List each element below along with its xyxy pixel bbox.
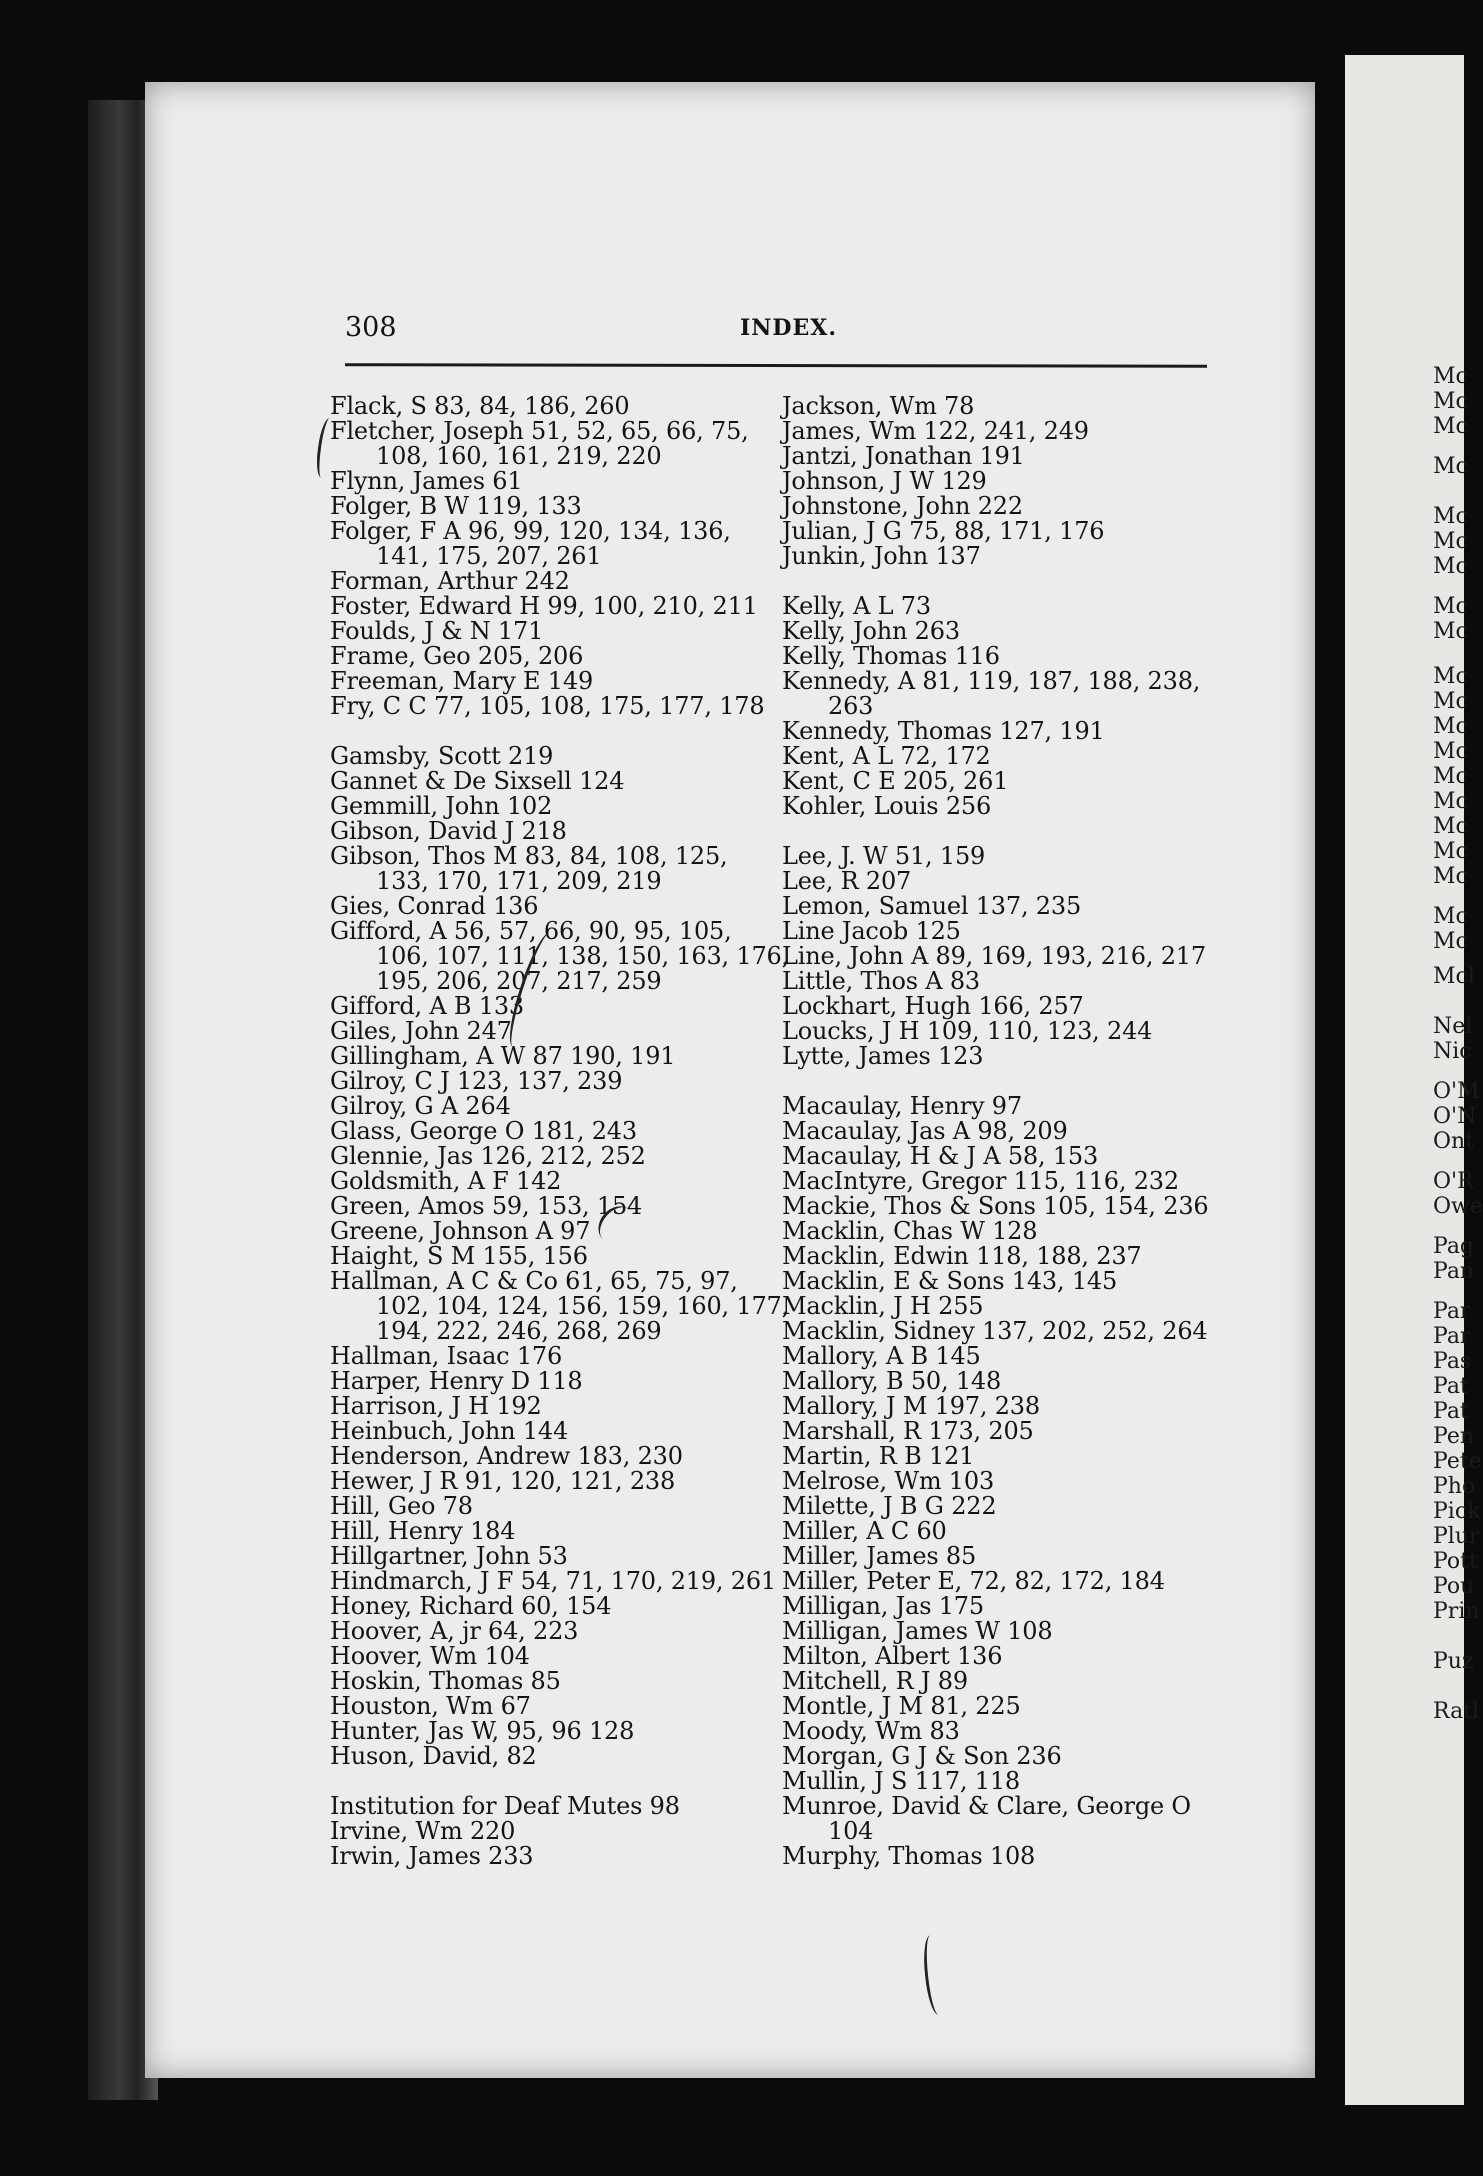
index-entry: Folger, F A 96, 99, 120, 134, 136,: [330, 517, 731, 545]
index-entry: Frame, Geo 205, 206: [330, 642, 584, 670]
section-gap: [782, 819, 1222, 844]
facing-page-fragment: Par: [1433, 1299, 1471, 1324]
facing-page-fragment: Mc: [1433, 814, 1468, 839]
index-entry-continuation: 102, 104, 124, 156, 159, 160, 177,: [376, 1292, 790, 1320]
index-entry: Hoover, Wm 104: [330, 1642, 530, 1670]
facing-page-fragment: Mc: [1433, 664, 1468, 689]
index-entry: Irwin, James 233: [330, 1842, 534, 1870]
index-entry: Lockhart, Hugh 166, 257: [782, 992, 1084, 1020]
index-entry: Hill, Henry 184: [330, 1517, 516, 1545]
index-entry: Gifford, A 56, 57, 66, 90, 95, 105,: [330, 917, 732, 945]
facing-page-fragment: Pho: [1433, 1474, 1476, 1499]
facing-page-fragment: Mc: [1433, 714, 1468, 739]
index-entry: Melrose, Wm 103: [782, 1467, 995, 1495]
index-entry: Macklin, E & Sons 143, 145: [782, 1267, 1118, 1295]
index-entry: Mallory, B 50, 148: [782, 1367, 1002, 1395]
page-header: [345, 312, 1205, 352]
index-entry: Miller, James 85: [782, 1542, 977, 1570]
index-entry: Milton, Albert 136: [782, 1642, 1003, 1670]
index-entry: Hunter, Jas W, 95, 96 128: [330, 1717, 635, 1745]
index-entry: Gies, Conrad 136: [330, 892, 539, 920]
index-entry: Lee, J. W 51, 159: [782, 842, 986, 870]
index-entry: Milette, J B G 222: [782, 1492, 997, 1520]
index-entry: Kennedy, A 81, 119, 187, 188, 238,: [782, 667, 1201, 695]
index-entry: Fletcher, Joseph 51, 52, 65, 66, 75,: [330, 417, 749, 445]
index-entry: Mallory, J M 197, 238: [782, 1392, 1040, 1420]
facing-page-fragment: Pag: [1433, 1234, 1475, 1259]
index-entry: Miller, Peter E, 72, 82, 172, 184: [782, 1567, 1165, 1595]
facing-page-fragment: Mc: [1433, 554, 1468, 579]
index-entry-continuation: 133, 170, 171, 209, 219: [376, 867, 662, 895]
index-entry: Lemon, Samuel 137, 235: [782, 892, 1082, 920]
index-entry: Murphy, Thomas 108: [782, 1842, 1036, 1870]
index-entry: Macklin, Chas W 128: [782, 1217, 1038, 1245]
index-entry: Hoover, A, jr 64, 223: [330, 1617, 579, 1645]
facing-page-fragment: Mc: [1433, 619, 1468, 644]
index-column-left: [330, 394, 790, 1869]
index-entry: Kent, A L 72, 172: [782, 742, 991, 770]
index-entry-continuation: 263: [828, 692, 874, 720]
facing-page-fragment: Owe: [1433, 1194, 1483, 1219]
index-entry: Line, John A 89, 169, 193, 216, 217: [782, 942, 1206, 970]
index-entry: Julian, J G 75, 88, 171, 176: [782, 517, 1105, 545]
page-number: 308: [345, 312, 397, 343]
facing-page-fragment: O'N: [1433, 1104, 1477, 1129]
index-entry-continuation: 194, 222, 246, 268, 269: [376, 1317, 662, 1345]
facing-page-fragment: Mc: [1433, 764, 1468, 789]
index-entry: Milligan, James W 108: [782, 1617, 1053, 1645]
index-entry: Kelly, A L 73: [782, 592, 931, 620]
index-entry: Macklin, Sidney 137, 202, 252, 264: [782, 1317, 1208, 1345]
index-entry: Milligan, Jas 175: [782, 1592, 984, 1620]
index-entry: Macklin, J H 255: [782, 1292, 984, 1320]
index-entry: Greene, Johnson A 97: [330, 1217, 591, 1245]
facing-page-edge: [1345, 55, 1483, 2105]
index-entry: Mullin, J S 117, 118: [782, 1767, 1020, 1795]
index-entry: Macklin, Edwin 118, 188, 237: [782, 1242, 1142, 1270]
index-entry: Mallory, A B 145: [782, 1342, 981, 1370]
facing-page-fragment: O'M: [1433, 1079, 1480, 1104]
index-entry: Houston, Wm 67: [330, 1692, 531, 1720]
index-entry: Moody, Wm 83: [782, 1717, 960, 1745]
index-entry: Hill, Geo 78: [330, 1492, 473, 1520]
facing-page-fragment: Pick: [1433, 1499, 1481, 1524]
index-entry: Glennie, Jas 126, 212, 252: [330, 1142, 646, 1170]
index-entry: Mitchell, R J 89: [782, 1667, 968, 1695]
index-entry: Harrison, J H 192: [330, 1392, 542, 1420]
index-entry: Macaulay, Henry 97: [782, 1092, 1022, 1120]
index-entry: Little, Thos A 83: [782, 967, 980, 995]
index-entry: Goldsmith, A F 142: [330, 1167, 562, 1195]
facing-page-fragment: Mc: [1433, 839, 1468, 864]
facing-page-fragment: Pat: [1433, 1374, 1469, 1399]
index-entry: Foulds, J & N 171: [330, 617, 544, 645]
index-entry-continuation: 108, 160, 161, 219, 220: [376, 442, 662, 470]
facing-page-fragment: Nic: [1433, 1039, 1472, 1064]
facing-page-fragment: Mc: [1433, 529, 1468, 554]
index-entry-continuation: 104: [828, 1817, 874, 1845]
facing-page-fragment: Mc: [1433, 504, 1468, 529]
index-entry: Gibson, David J 218: [330, 817, 567, 845]
index-entry: Institution for Deaf Mutes 98: [330, 1792, 680, 1820]
facing-page-fragment: Pou: [1433, 1574, 1475, 1599]
index-entry: Flynn, James 61: [330, 467, 523, 495]
index-entry: Glass, George O 181, 243: [330, 1117, 637, 1145]
index-entry-continuation: 106, 107, 111, 138, 150, 163, 176,: [376, 942, 790, 970]
facing-page-fragment: Ratl: [1433, 1699, 1480, 1724]
index-entry: Gilroy, G A 264: [330, 1092, 511, 1120]
index-entry: Foster, Edward H 99, 100, 210, 211: [330, 592, 758, 620]
facing-page-fragment: Pott: [1433, 1549, 1478, 1574]
index-column-right: [782, 394, 1222, 1869]
index-entry: Kelly, John 263: [782, 617, 960, 645]
index-entry: Irvine, Wm 220: [330, 1817, 516, 1845]
index-entry: Gannet & De Sixsell 124: [330, 767, 625, 795]
index-entry-continuation: 141, 175, 207, 261: [376, 542, 602, 570]
index-entry: Kelly, Thomas 116: [782, 642, 1000, 670]
section-gap: [782, 569, 1222, 594]
index-entry: Gibson, Thos M 83, 84, 108, 125,: [330, 842, 728, 870]
index-entry: Green, Amos 59, 153, 154: [330, 1192, 643, 1220]
index-entry: Morgan, G J & Son 236: [782, 1742, 1062, 1770]
index-entry: Mackie, Thos & Sons 105, 154, 236: [782, 1192, 1209, 1220]
index-entry: Gilroy, C J 123, 137, 239: [330, 1067, 623, 1095]
facing-page-fragment: Mc: [1433, 789, 1468, 814]
index-entry: Lytte, James 123: [782, 1042, 984, 1070]
facing-page-fragment: Mc: [1433, 364, 1468, 389]
index-entry: Gillingham, A W 87 190, 191: [330, 1042, 676, 1070]
index-entry: Montle, J M 81, 225: [782, 1692, 1021, 1720]
index-entry: Loucks, J H 109, 110, 123, 244: [782, 1017, 1153, 1045]
index-entry: Harper, Henry D 118: [330, 1367, 583, 1395]
index-entry: Kohler, Louis 256: [782, 792, 992, 820]
index-entry: Miller, A C 60: [782, 1517, 947, 1545]
index-entry: Henderson, Andrew 183, 230: [330, 1442, 683, 1470]
index-entry: Honey, Richard 60, 154: [330, 1592, 612, 1620]
facing-page-fragment: Plur: [1433, 1524, 1480, 1549]
index-entry: Munroe, David & Clare, George O: [782, 1792, 1191, 1820]
facing-page-fragment: O'R: [1433, 1169, 1474, 1194]
index-entry: Hallman, Isaac 176: [330, 1342, 563, 1370]
facing-page-fragment: Pete: [1433, 1449, 1482, 1474]
index-entry: Junkin, John 137: [782, 542, 981, 570]
facing-page-fragment: Mc: [1433, 414, 1468, 439]
index-entry: Johnson, J W 129: [782, 467, 987, 495]
index-entry: Hallman, A C & Co 61, 65, 75, 97,: [330, 1267, 738, 1295]
section-gap: [330, 1769, 790, 1794]
index-entry: Flack, S 83, 84, 186, 260: [330, 392, 630, 420]
facing-page-fragment: Pan: [1433, 1259, 1475, 1284]
facing-page-fragment: Pat: [1433, 1399, 1469, 1424]
index-entry: Hewer, J R 91, 120, 121, 238: [330, 1467, 676, 1495]
page-title: INDEX.: [740, 315, 837, 341]
index-entry: Kent, C E 205, 261: [782, 767, 1009, 795]
facing-page-fragment: Par: [1433, 1324, 1471, 1349]
index-entry: Jackson, Wm 78: [782, 392, 975, 420]
index-entry: Martin, R B 121: [782, 1442, 975, 1470]
facing-page-fragment: Nel: [1433, 1014, 1473, 1039]
index-entry: Kennedy, Thomas 127, 191: [782, 717, 1105, 745]
facing-page-fragment: Pas: [1433, 1349, 1472, 1374]
section-gap: [330, 719, 790, 744]
index-entry: Jantzi, Jonathan 191: [782, 442, 1025, 470]
index-entry: Heinbuch, John 144: [330, 1417, 569, 1445]
index-entry: Hillgartner, John 53: [330, 1542, 568, 1570]
index-entry: Forman, Arthur 242: [330, 567, 570, 595]
index-entry: Lee, R 207: [782, 867, 912, 895]
facing-page-fragment: Mc: [1433, 904, 1468, 929]
index-entry: Haight, S M 155, 156: [330, 1242, 588, 1270]
index-entry: Freeman, Mary E 149: [330, 667, 594, 695]
index-entry: Gemmill, John 102: [330, 792, 553, 820]
index-entry: MacIntyre, Gregor 115, 116, 232: [782, 1167, 1179, 1195]
facing-page-fragment: Ont: [1433, 1129, 1475, 1154]
facing-page-fragment: Mc: [1433, 739, 1468, 764]
index-entry: Johnstone, John 222: [782, 492, 1023, 520]
index-entry: Gamsby, Scott 219: [330, 742, 554, 770]
index-entry: Hoskin, Thomas 85: [330, 1667, 561, 1695]
index-entry: Huson, David, 82: [330, 1742, 537, 1770]
index-entry: Hindmarch, J F 54, 71, 170, 219, 261: [330, 1567, 776, 1595]
facing-page-fragment: Mc: [1433, 594, 1468, 619]
facing-page-fragment: Prin: [1433, 1599, 1480, 1624]
index-entry: Macaulay, H & J A 58, 153: [782, 1142, 1099, 1170]
facing-page-fragment: Mc: [1433, 689, 1468, 714]
index-entry: Fry, C C 77, 105, 108, 175, 177, 178: [330, 692, 765, 720]
section-gap: [782, 1069, 1222, 1094]
index-entry: Macaulay, Jas A 98, 209: [782, 1117, 1068, 1145]
facing-page-fragment: Puz: [1433, 1649, 1474, 1674]
index-entry: James, Wm 122, 241, 249: [782, 417, 1089, 445]
facing-page-fragment: Mc: [1433, 389, 1468, 414]
index-entry: Giles, John 247: [330, 1017, 512, 1045]
index-entry: Folger, B W 119, 133: [330, 492, 582, 520]
facing-page-fragment: Mc: [1433, 929, 1468, 954]
index-entry-continuation: 195, 206, 207, 217, 259: [376, 967, 662, 995]
facing-page-fragment: Mc: [1433, 864, 1468, 889]
index-entry: Marshall, R 173, 205: [782, 1417, 1034, 1445]
index-entry: Line Jacob 125: [782, 917, 961, 945]
index-entry: Gifford, A B 133: [330, 992, 524, 1020]
facing-page-fragment: Mcl: [1433, 964, 1475, 989]
facing-page-fragment: Mc: [1433, 454, 1468, 479]
facing-page-fragment: Pen: [1433, 1424, 1475, 1449]
